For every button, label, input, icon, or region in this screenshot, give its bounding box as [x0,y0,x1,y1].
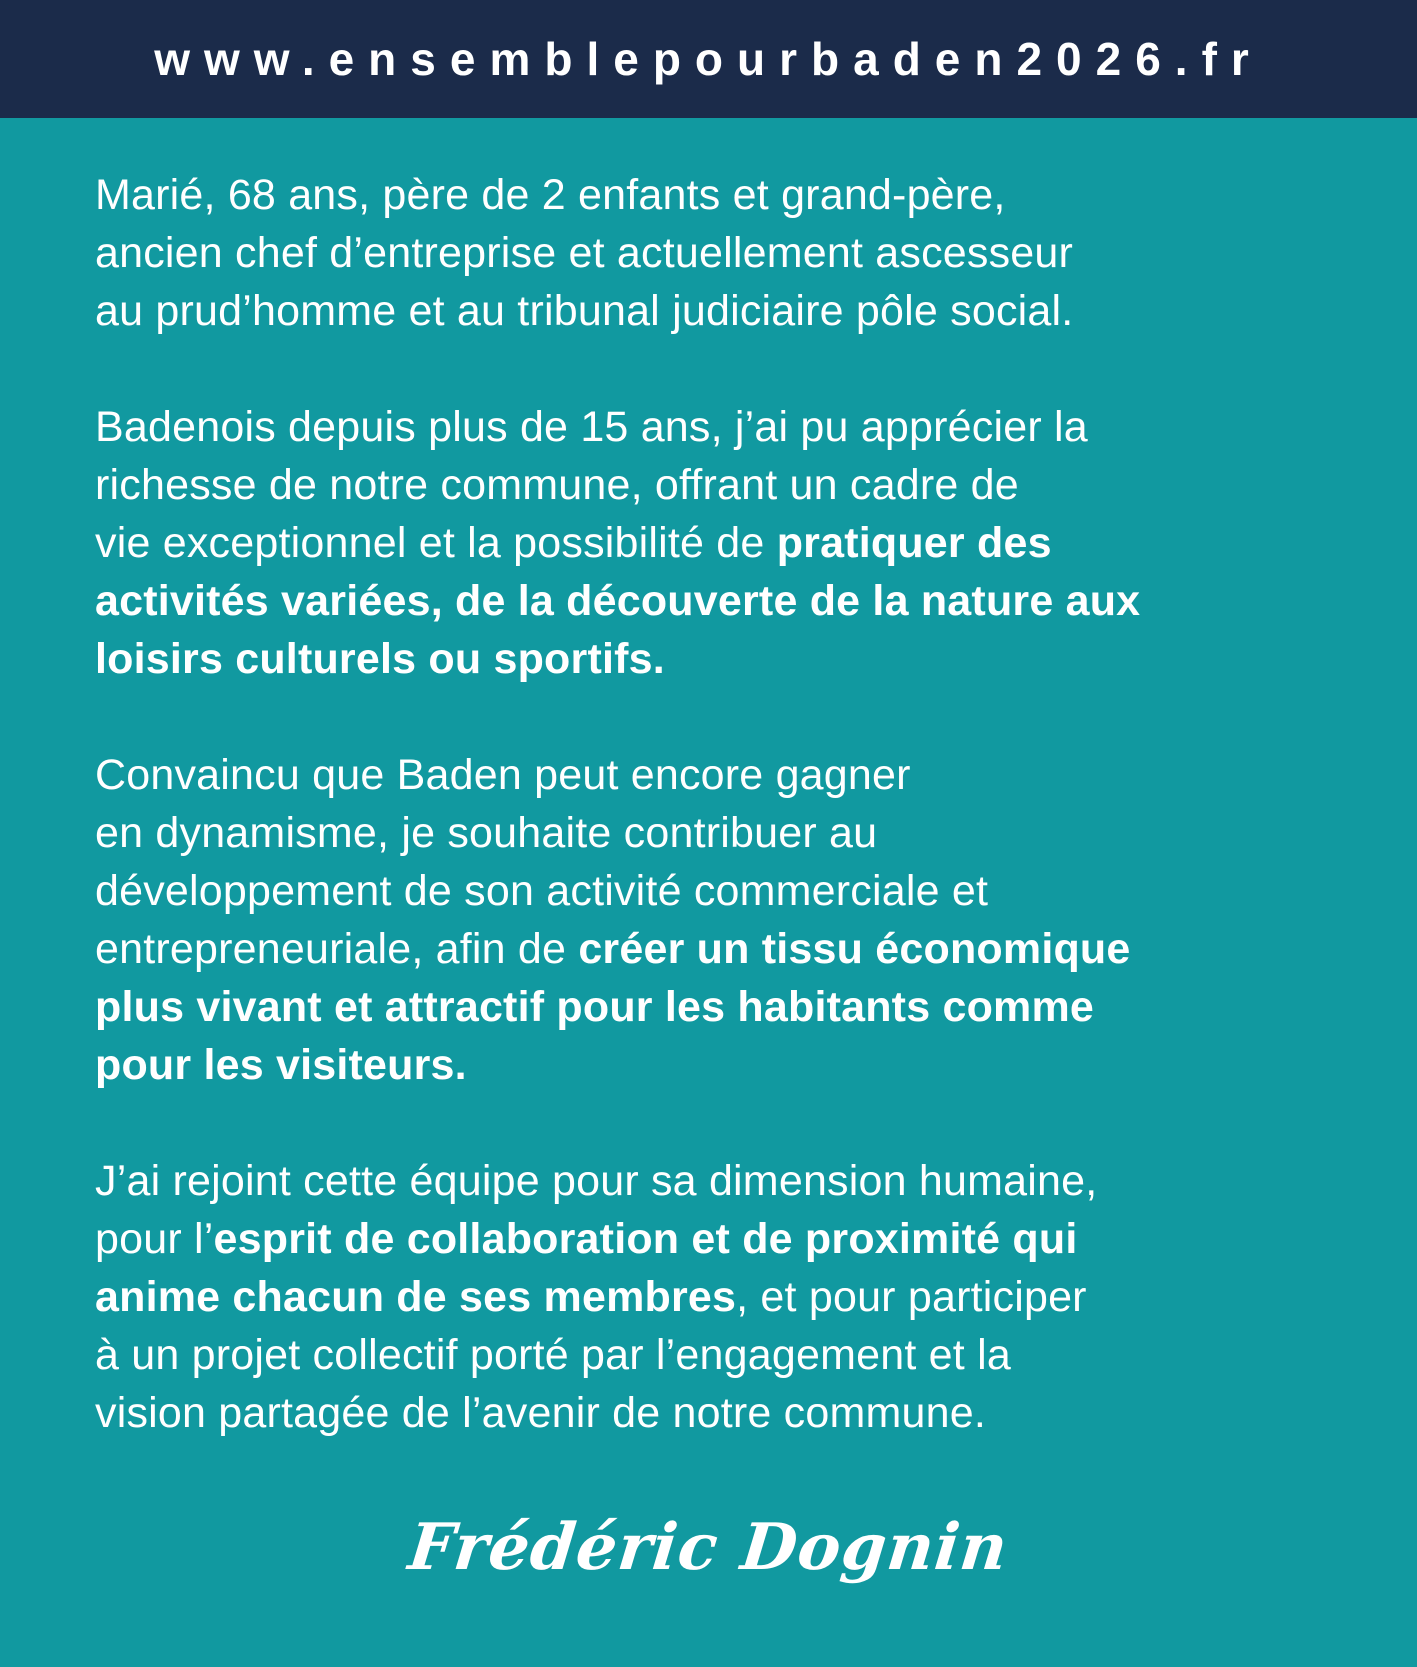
body-text [0,118,1417,1442]
text-segment: richesse de notre commune, offrant un cadre de [95,461,1019,509]
bold-text-segment: plus vivant et attractif pour les habitants comme [95,983,1095,1031]
text-segment: ancien chef d’entreprise et actuellement ascesseur [95,229,1074,277]
bold-text-segment: créer un tissu économique [578,925,1131,973]
bold-text-segment: esprit de collaboration et de proximité qui [213,1215,1078,1263]
text-segment: Badenois depuis plus de 15 ans, j’ai pu apprécier la [95,403,1088,451]
text-segment: , et pour participer [736,1273,1087,1321]
text-segment: Convaincu que Baden peut encore gagner [95,751,911,799]
bold-text-segment: loisirs culturels ou sportifs. [95,635,665,683]
paragraph [95,398,1359,688]
text-segment: entrepreneuriale, afin de [95,925,579,973]
paragraph-line [95,746,1359,804]
text-segment: vie exceptionnel et la possibilité de [95,519,777,567]
paragraph-line [95,1326,1359,1384]
signature: Frédéric Dognin [405,1510,1012,1585]
paragraph-line [95,862,1359,920]
bold-text-segment: activités variées, de la découverte de la nature aux [95,577,1141,625]
paragraph-line [95,1268,1359,1326]
text-segment: pour l’ [95,1215,214,1263]
paragraph-line [95,282,1359,340]
bold-text-segment: pour les visiteurs. [95,1041,467,1089]
text-segment: J’ai rejoint cette équipe pour sa dimension humaine, [95,1157,1098,1205]
paragraph [95,746,1359,1094]
paragraph-line [95,630,1359,688]
bold-text-segment: pratiquer des [776,519,1052,567]
bold-text-segment: anime chacun de ses membres [95,1273,737,1321]
text-segment: vision partagée de l’avenir de notre commune. [95,1389,987,1437]
paragraph [95,166,1359,340]
paragraph-line [95,572,1359,630]
paragraph-line [95,804,1359,862]
paragraph [95,1152,1359,1442]
signature-wrap [0,1510,1417,1585]
paragraph-line [95,1036,1359,1094]
text-segment: à un projet collectif porté par l’engagement et la [95,1331,1011,1379]
paragraph-line [95,1152,1359,1210]
text-segment: en dynamisme, je souhaite contribuer au [95,809,878,857]
paragraph-line [95,920,1359,978]
paragraph-line [95,978,1359,1036]
header-bar [0,0,1417,118]
paragraph-line [95,1384,1359,1442]
paragraph-line [95,398,1359,456]
paragraph-line [95,514,1359,572]
text-segment: développement de son activité commerciale et [95,867,989,915]
paragraph-line [95,1210,1359,1268]
paragraph-line [95,224,1359,282]
site-url: www.ensemblepourbaden2026.fr [154,33,1263,85]
paragraph-line [95,456,1359,514]
text-segment: Marié, 68 ans, père de 2 enfants et grand-père, [95,171,1006,219]
paragraph-line [95,166,1359,224]
text-segment: au prud’homme et au tribunal judiciaire pôle social. [95,287,1074,335]
